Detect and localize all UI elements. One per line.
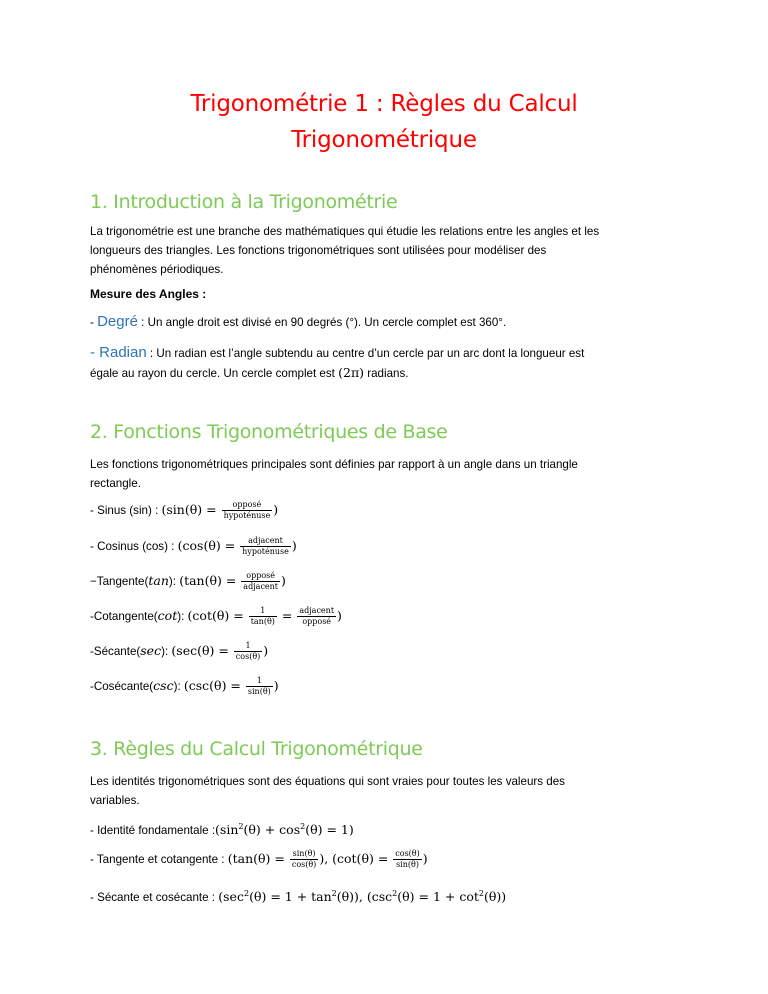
section-3-heading: 3. Règles du Calcul Trigonométrique bbox=[90, 738, 423, 760]
exponent: 2 bbox=[331, 889, 337, 898]
exponent: 2 bbox=[478, 889, 484, 898]
denominator: hypoténuse bbox=[242, 547, 289, 557]
paren: ) bbox=[281, 573, 286, 588]
formula-cosinus bbox=[90, 536, 680, 557]
formula-lhs: (tan(θ) = bbox=[227, 851, 289, 866]
tangente-cotangente bbox=[90, 849, 680, 870]
intro-line: Les identités trigonométriques sont des équations qui sont vraies pour toutes les valeurs des bbox=[90, 775, 565, 788]
exponent: 2 bbox=[300, 822, 306, 831]
section-3-intro bbox=[90, 772, 680, 810]
fraction bbox=[297, 606, 336, 627]
two-pi-math: (2π) bbox=[338, 365, 365, 380]
paren: ) bbox=[263, 643, 269, 658]
paren: ) bbox=[273, 502, 279, 517]
formula-label: - Identité fondamentale : bbox=[90, 824, 216, 837]
bullet-dash: - bbox=[90, 316, 98, 329]
identity-math bbox=[215, 822, 354, 837]
formula-lhs: (tan(θ) = bbox=[179, 573, 241, 588]
formula-label-end: ): bbox=[173, 680, 184, 693]
intro-line: La trigonométrie est une branche des mathématiques qui étudie les relations entre les angles et les bbox=[90, 225, 600, 238]
denominator: cos(θ) bbox=[291, 860, 317, 870]
numerator: opposé bbox=[241, 571, 280, 582]
numerator: sin(θ) bbox=[290, 849, 318, 860]
formula-label-end: ): bbox=[177, 610, 188, 623]
exponent: 2 bbox=[238, 822, 244, 831]
equals: = bbox=[277, 608, 297, 623]
section-1-heading: 1. Introduction à la Trigonométrie bbox=[90, 191, 398, 213]
denominator: opposé bbox=[302, 617, 332, 627]
radian-text: : Un radian est l’angle subtendu au centre d’un cercle par un arc dont la longueur est bbox=[146, 347, 585, 360]
section-2-intro bbox=[90, 455, 680, 493]
math-part: (θ) + cos bbox=[243, 822, 301, 837]
denominator: tan(θ) bbox=[250, 617, 275, 627]
degre-label: Degré bbox=[97, 313, 138, 330]
denominator: cos(θ) bbox=[235, 652, 261, 662]
denominator: sin(θ) bbox=[396, 860, 419, 870]
abbr: sec bbox=[140, 643, 162, 658]
title-line-2: Trigonométrique bbox=[291, 127, 477, 153]
formula-label: −Tangente( bbox=[90, 575, 149, 588]
formula-label: - Cosinus (cos) : bbox=[90, 540, 178, 553]
paren: ) bbox=[422, 851, 428, 866]
secante-cosecante bbox=[90, 884, 680, 907]
formula-lhs: (cot(θ) = bbox=[187, 608, 248, 623]
abbr: tan bbox=[148, 573, 169, 588]
math-part: (sec bbox=[218, 889, 244, 904]
angles-subheading: Mesure des Angles : bbox=[90, 287, 207, 301]
formula-label: -Cotangente( bbox=[90, 610, 158, 623]
formula-label: - Sinus (sin) : bbox=[90, 504, 162, 517]
formula-label: -Cosécante( bbox=[90, 680, 154, 693]
numerator: adjacent bbox=[240, 536, 291, 547]
formula-cotangente bbox=[90, 606, 680, 627]
formula-label: - Tangente et cotangente : bbox=[90, 853, 228, 866]
title-line-1: Trigonométrie 1 : Règles du Calcul bbox=[190, 91, 578, 117]
fraction bbox=[290, 849, 318, 870]
formula-mid: ), (cot(θ) = bbox=[319, 851, 393, 866]
math-part: (θ)), (csc bbox=[336, 889, 393, 904]
numerator: adjacent bbox=[299, 606, 335, 616]
paren: ) bbox=[337, 608, 342, 623]
paren: ) bbox=[291, 538, 297, 553]
formula-label-end: ): bbox=[168, 575, 180, 588]
section-1-intro bbox=[90, 222, 680, 279]
formula-tangente bbox=[90, 571, 680, 592]
numerator: opposé bbox=[222, 500, 273, 511]
denominator: adjacent bbox=[243, 582, 279, 592]
formula-sinus bbox=[90, 500, 680, 521]
formula-lhs: (sec(θ) = bbox=[171, 643, 233, 658]
intro-line: phénomènes périodiques. bbox=[90, 263, 224, 276]
numerator: cos(θ) bbox=[395, 849, 420, 859]
formula-secante bbox=[90, 641, 680, 662]
fraction bbox=[234, 641, 262, 662]
degre-paragraph bbox=[90, 312, 680, 332]
section-2-heading: 2. Fonctions Trigonométriques de Base bbox=[90, 421, 448, 443]
radian-text-2: égale au rayon du cercle. Un cercle complet est bbox=[90, 367, 339, 380]
fraction bbox=[222, 500, 273, 521]
fraction bbox=[249, 606, 277, 627]
paren: ) bbox=[273, 678, 279, 693]
secant-math bbox=[218, 889, 506, 904]
intro-line: Les fonctions trigonométriques principales sont définies par rapport à un angle dans un triangle bbox=[90, 458, 578, 471]
denominator: hypoténuse bbox=[223, 511, 271, 521]
math-part: (θ) = 1 + tan bbox=[249, 889, 332, 904]
fraction bbox=[241, 571, 280, 592]
radian-label: - Radian bbox=[90, 344, 147, 361]
formula-lhs: (sin(θ) = bbox=[161, 502, 221, 517]
math-part: (sin bbox=[215, 822, 239, 837]
degre-text: : Un angle droit est divisé en 90 degrés (°). Un cercle complet est 360°. bbox=[137, 316, 507, 329]
numerator: 1 bbox=[246, 676, 273, 687]
fraction bbox=[246, 676, 273, 697]
formula-label: - Sécante et cosécante : bbox=[90, 891, 219, 904]
math-part: (θ) = 1 + cot bbox=[397, 889, 479, 904]
fraction bbox=[393, 849, 421, 870]
abbr: csc bbox=[153, 678, 174, 693]
formula-label: -Sécante( bbox=[90, 645, 141, 658]
formula-lhs: (csc(θ) = bbox=[183, 678, 245, 693]
formula-label-end: ): bbox=[161, 645, 172, 658]
radian-text-3: radians. bbox=[364, 367, 409, 380]
document-title bbox=[0, 86, 768, 158]
formula-lhs: (cos(θ) = bbox=[177, 538, 240, 553]
intro-line: rectangle. bbox=[90, 477, 141, 490]
fraction bbox=[240, 536, 291, 557]
math-part: (θ) = 1) bbox=[305, 822, 354, 837]
exponent: 2 bbox=[243, 889, 250, 898]
intro-line: variables. bbox=[90, 794, 140, 807]
denominator: sin(θ) bbox=[247, 687, 271, 697]
numerator: 1 bbox=[234, 641, 262, 652]
intro-line: longueurs des triangles. Les fonctions trigonométriques sont utilisées pour modéliser des bbox=[90, 244, 547, 257]
exponent: 2 bbox=[392, 889, 398, 898]
numerator: 1 bbox=[249, 606, 277, 617]
math-part: (θ)) bbox=[483, 889, 507, 904]
formula-cosecante bbox=[90, 676, 680, 697]
identite-fondamentale bbox=[90, 817, 680, 840]
abbr: cot bbox=[157, 608, 178, 623]
radian-paragraph bbox=[90, 343, 680, 383]
